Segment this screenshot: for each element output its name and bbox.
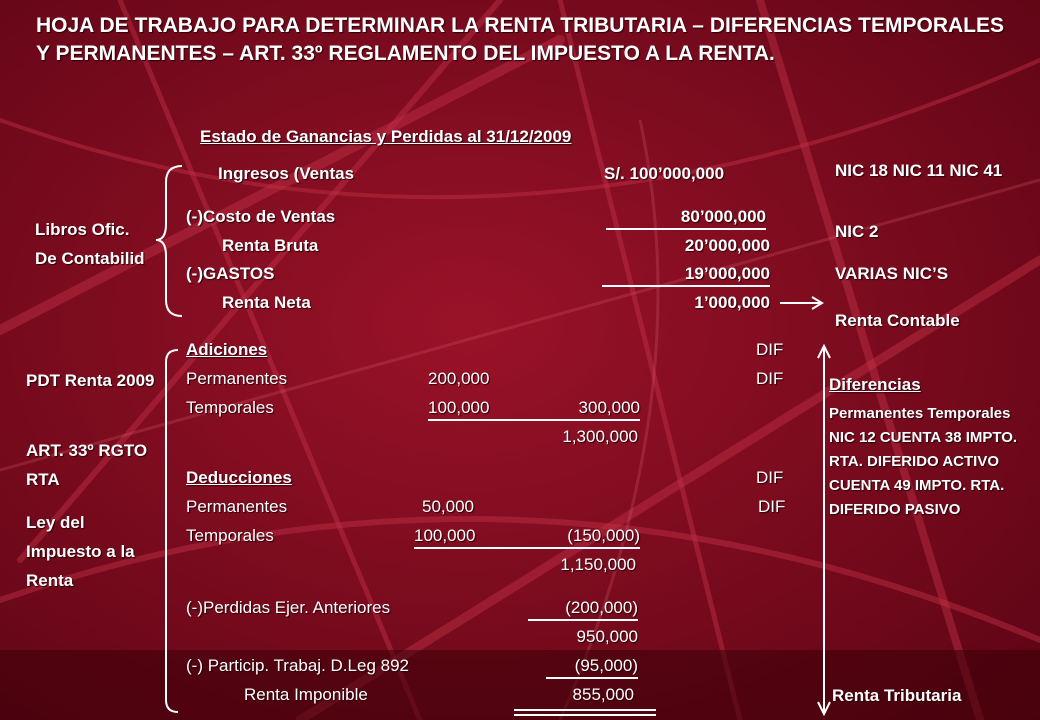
perdidas-label: (-)Perdidas Ejer. Anteriores xyxy=(186,598,391,617)
adiciones-label: Adiciones xyxy=(186,340,268,359)
deducciones-label: Deducciones xyxy=(186,468,292,487)
gastos-value: 19’000,000 xyxy=(684,264,770,283)
dif-label: DIF xyxy=(756,369,784,388)
diferencias-label: Diferencias xyxy=(829,375,921,394)
neta-label: Renta Neta xyxy=(222,293,311,312)
de-perm-value: 50,000 xyxy=(422,497,474,516)
bruta-value: 20’000,000 xyxy=(684,236,770,255)
dif-label: DIF xyxy=(758,497,786,516)
dif-label: DIF xyxy=(756,468,784,487)
ad-total: 300,000 xyxy=(578,398,640,417)
renta-contable-label: Renta Contable xyxy=(835,311,960,330)
perdidas-value: (200,000) xyxy=(565,598,638,617)
subtotal-3: 950,000 xyxy=(576,627,638,646)
de-temp-value: 100,000 xyxy=(414,526,476,545)
neta-value: 1’000,000 xyxy=(694,293,770,312)
de-temp-label: Temporales xyxy=(186,526,274,545)
costo-label: (-)Costo de Ventas xyxy=(186,207,336,226)
subtotal-1: 1,300,000 xyxy=(562,427,638,446)
renta-tributaria-label: Renta Tributaria xyxy=(832,686,962,705)
pdt-label: PDT Renta 2009 xyxy=(26,371,155,390)
statement-subtitle: Estado de Ganancias y Perdidas al 31/12/2009 xyxy=(200,127,572,146)
ley-label: Ley del Impuesto a la Renta xyxy=(26,513,135,590)
varias-nic-label: VARIAS NIC’S xyxy=(835,264,949,283)
de-total: (150,000) xyxy=(567,526,640,545)
costo-value: 80’000,000 xyxy=(680,207,766,226)
art-label: ART. 33º RGTO RTA xyxy=(26,441,148,489)
ad-temp-label: Temporales xyxy=(186,398,274,417)
ingresos-value: S/. 100’000,000 xyxy=(604,164,725,183)
ad-perm-label: Permanentes xyxy=(186,369,288,388)
imponible-value: 855,000 xyxy=(572,685,634,704)
diferencias-notes: Permanentes Temporales NIC 12 CUENTA 38 IMPTO. RTA. DIFERIDO ACTIVO CUENTA 49 IMPTO. RTA. DIFERIDO PASIVO xyxy=(829,405,1018,518)
nic2-label: NIC 2 xyxy=(835,222,879,241)
gastos-label: (-)GASTOS xyxy=(186,264,275,283)
dif-label: DIF xyxy=(756,340,784,359)
particip-label: (-) Particip. Trabaj. D.Leg 892 xyxy=(186,656,409,675)
slide-title: HOJA DE TRABAJO PARA DETERMINAR LA RENTA TRIBUTARIA – DIFERENCIAS TEMPORALES Y PERMANENTES – ART. 33º REGLAMENTO DEL IMPUESTO A LA RENTA. xyxy=(36,14,1004,65)
particip-value: (95,000) xyxy=(574,656,638,675)
ingresos-label: Ingresos (Ventas xyxy=(218,164,355,183)
bruta-label: Renta Bruta xyxy=(222,236,319,255)
imponible-label: Renta Imponible xyxy=(244,685,368,704)
nic-top-label: NIC 18 NIC 11 NIC 41 xyxy=(835,161,1003,180)
ad-temp-value: 100,000 xyxy=(428,398,490,417)
libros-label: Libros Ofic. De Contabilid xyxy=(35,220,145,268)
de-perm-label: Permanentes xyxy=(186,497,288,516)
subtotal-2: 1,150,000 xyxy=(560,555,636,574)
ad-perm-value: 200,000 xyxy=(428,369,490,388)
